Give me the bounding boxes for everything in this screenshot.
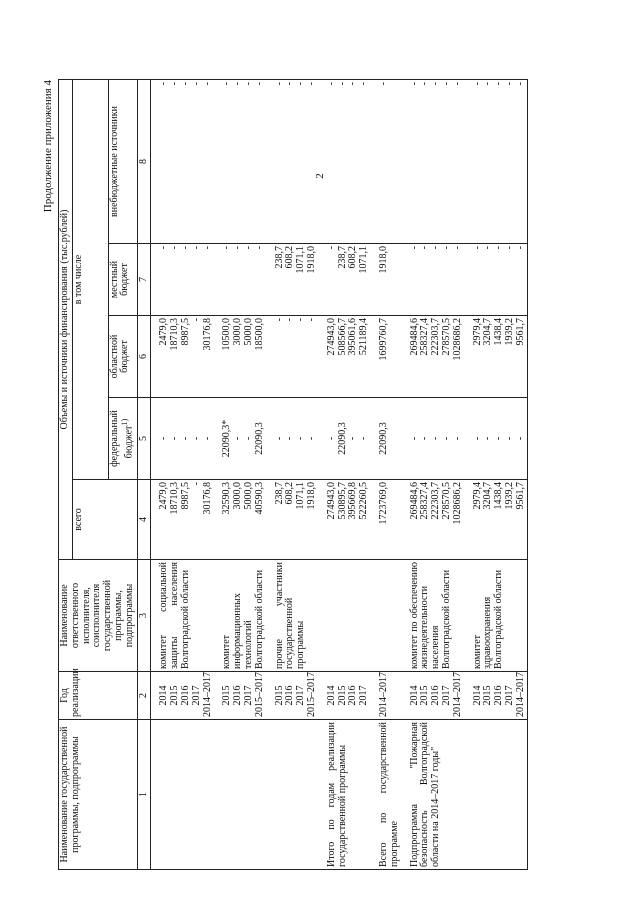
cell-regional [267, 316, 319, 398]
cell-name [267, 720, 319, 870]
cell-executor: комитет по обеспечению жизнедеятельности населения Волгоградской области [402, 560, 465, 672]
financing-table [58, 79, 528, 870]
total-value: 3204,7 [482, 482, 494, 510]
local-value: - [190, 246, 202, 250]
offbudget-value: - [325, 82, 337, 86]
years-value: 2017 [503, 685, 515, 706]
column-index-cell: 1 [137, 720, 151, 870]
regional-value: 10500,0 [221, 318, 233, 351]
local-value: - [503, 246, 515, 250]
federal-value: - [295, 436, 307, 441]
column-index-cell: 5 [137, 398, 151, 480]
regional-value: 3204,7 [482, 318, 494, 346]
local-value: - [253, 246, 265, 250]
table-row [267, 80, 319, 870]
regional-value: 508566,7 [336, 318, 348, 356]
offbudget-value: - [358, 82, 370, 86]
offbudget-value: - [242, 82, 254, 86]
federal-value: - [347, 436, 359, 441]
cell-executor: комитет социальной защиты населения Волгоградской области [151, 560, 214, 672]
cell-regional [402, 316, 465, 398]
total-value: 40590,3 [253, 482, 265, 515]
offbudget-value: - [408, 82, 420, 86]
federal-value: - [514, 436, 526, 441]
regional-value: - [284, 318, 296, 322]
offbudget-value: - [253, 82, 265, 86]
regional-value: 274943,0 [325, 318, 337, 356]
cell-years [267, 672, 319, 720]
local-value: 1918,0 [305, 246, 317, 274]
federal-value: - [305, 436, 317, 441]
years-value: 2015–2017 [253, 672, 265, 717]
regional-value: 1438,4 [493, 318, 505, 346]
federal-value: - [419, 436, 431, 441]
years-value: 2014–2017 [514, 672, 526, 717]
cell-federal [214, 398, 266, 480]
table-row [151, 80, 214, 870]
cell-offbudget [371, 80, 402, 244]
years-value: 2015 [169, 685, 181, 706]
federal-value: 22090,3 [336, 422, 348, 455]
total-value: 278570,5 [440, 482, 452, 520]
cell-total [151, 480, 214, 560]
local-value: - [169, 246, 181, 250]
cell-regional [214, 316, 266, 398]
cell-local [151, 244, 214, 316]
cell-federal [267, 398, 319, 480]
federal-value: 22090,3 [377, 422, 389, 455]
cell-years [465, 672, 528, 720]
federal-value: - [325, 436, 337, 441]
local-value: 1918,0 [377, 246, 389, 274]
cell-local [371, 244, 402, 316]
header-federal [108, 398, 137, 480]
local-value: - [325, 246, 337, 250]
regional-value: 269484,6 [408, 318, 420, 356]
offbudget-value: - [471, 82, 483, 86]
total-value: 530895,7 [336, 482, 348, 520]
cell-executor: прочие участники государственной программы [267, 560, 319, 672]
cell-local [267, 244, 319, 316]
total-value: 1071,1 [295, 482, 307, 510]
years-value: 2014–2017 [451, 672, 463, 717]
regional-value: 2979,4 [471, 318, 483, 346]
offbudget-value: - [221, 82, 233, 86]
header-offbudget: внебюджетные источники [108, 80, 137, 244]
header-federal-mark: 1) [120, 418, 130, 426]
cell-federal [319, 398, 371, 480]
cell-local [319, 244, 371, 316]
page-number: 2 [314, 173, 326, 179]
table-row [319, 80, 371, 870]
total-value: 5000,0 [242, 482, 254, 510]
offbudget-value: - [514, 82, 526, 86]
offbudget-value: - [377, 82, 389, 86]
column-index-cell: 7 [137, 244, 151, 316]
column-index-cell: 6 [137, 316, 151, 398]
header-volumes: Объемы и источники финансирования (тыс.рублей) [59, 80, 73, 560]
years-value: 2014 [158, 685, 170, 706]
header-total: всего [72, 480, 137, 560]
years-value: 2015 [273, 685, 285, 706]
years-value: 2014–2017 [377, 672, 389, 717]
years-value: 2014 [408, 685, 420, 706]
years-value: 2016 [179, 685, 191, 706]
total-value: - [190, 482, 202, 486]
local-value: - [419, 246, 431, 250]
offbudget-value: - [336, 82, 348, 86]
cell-total [465, 480, 528, 560]
offbudget-value: - [440, 82, 452, 86]
cell-years [371, 672, 402, 720]
years-value: 2015 [221, 685, 233, 706]
local-value: 238,7 [336, 246, 348, 269]
header-regional: областной бюджет [108, 316, 137, 398]
regional-value: 3000,0 [232, 318, 244, 346]
years-value: 2016 [347, 685, 359, 706]
column-index-row [137, 80, 151, 870]
regional-value: 8987,5 [179, 318, 191, 346]
table-row [402, 80, 465, 870]
cell-local [402, 244, 465, 316]
regional-value: 222303,7 [430, 318, 442, 356]
regional-value: - [305, 318, 317, 322]
cell-offbudget [214, 80, 266, 244]
offbudget-value: - [273, 82, 285, 86]
local-value: - [201, 246, 213, 250]
total-value: 8987,5 [179, 482, 191, 510]
local-value: 1071,1 [358, 246, 370, 274]
federal-value: 22090,3* [221, 419, 233, 458]
years-value: 2017 [440, 685, 452, 706]
years-value: 2016 [493, 685, 505, 706]
offbudget-value: - [201, 82, 213, 86]
federal-value: - [482, 436, 494, 441]
offbudget-value: - [295, 82, 307, 86]
years-value: 2016 [430, 685, 442, 706]
federal-value: - [471, 436, 483, 441]
local-value: - [482, 246, 494, 250]
federal-value: - [179, 436, 191, 441]
regional-value: - [273, 318, 285, 322]
column-index-cell: 2 [137, 672, 151, 720]
offbudget-value: - [347, 82, 359, 86]
local-value: - [242, 246, 254, 250]
local-value: 238,7 [273, 246, 285, 269]
regional-value: 30176,8 [201, 318, 213, 351]
local-value: - [408, 246, 420, 250]
offbudget-value: - [169, 82, 181, 86]
total-value: 3000,0 [232, 482, 244, 510]
cell-local [214, 244, 266, 316]
local-value: 608,2 [347, 246, 359, 269]
years-value: 2014 [471, 685, 483, 706]
years-value: 2017 [295, 685, 307, 706]
offbudget-value: - [419, 82, 431, 86]
header-incl: в том числе [72, 80, 108, 480]
cell-regional [151, 316, 214, 398]
years-value: 2015–2017 [305, 672, 317, 717]
cell-years [319, 672, 371, 720]
federal-value: - [158, 436, 170, 441]
total-value: 2479,0 [158, 482, 170, 510]
federal-value: - [358, 436, 370, 441]
cell-name: Итого по годам реализации государственной программы [319, 720, 371, 870]
federal-value: - [430, 436, 442, 441]
federal-value: - [242, 436, 254, 441]
local-value: - [440, 246, 452, 250]
table-row [465, 80, 528, 870]
cell-federal [371, 398, 402, 480]
header-local: местный бюджет [108, 244, 137, 316]
cell-name [465, 720, 528, 870]
federal-value: - [232, 436, 244, 441]
regional-value: - [190, 318, 202, 322]
column-index-cell: 8 [137, 80, 151, 244]
cell-name: Подпрограмма "Пожарная безопасность Волгоградской области на 2014–2017 годы" [402, 720, 465, 870]
cell-federal [465, 398, 528, 480]
total-value: 258327,4 [419, 482, 431, 520]
offbudget-value: - [493, 82, 505, 86]
cell-offbudget [319, 80, 371, 244]
offbudget-value: - [179, 82, 191, 86]
federal-value: - [408, 436, 420, 441]
header-executor: Наименование ответственного исполнителя, соисполнителя государственной программы, подпрограммы [59, 560, 138, 672]
federal-value: 22090,3 [253, 422, 265, 455]
total-value: 9561,7 [514, 482, 526, 510]
regional-value: 278570,5 [440, 318, 452, 356]
local-value: - [430, 246, 442, 250]
federal-value: - [273, 436, 285, 441]
cell-federal [151, 398, 214, 480]
cell-name [214, 720, 266, 870]
federal-value: - [451, 436, 463, 441]
cell-offbudget [402, 80, 465, 244]
cell-total [402, 480, 465, 560]
local-value: - [158, 246, 170, 250]
appendix-note: Продолжение приложения 4 [42, 80, 54, 213]
total-value: 395669,8 [347, 482, 359, 520]
cell-offbudget [465, 80, 528, 244]
offbudget-value: - [503, 82, 515, 86]
local-value: - [493, 246, 505, 250]
offbudget-value: - [158, 82, 170, 86]
local-value: - [451, 246, 463, 250]
years-value: 2016 [284, 685, 296, 706]
cell-regional [371, 316, 402, 398]
years-value: 2016 [232, 685, 244, 706]
regional-value: 521189,4 [358, 318, 370, 356]
years-value: 2015 [336, 685, 348, 706]
total-value: 1939,2 [503, 482, 515, 510]
total-value: 522260,5 [358, 482, 370, 520]
years-value: 2017 [190, 685, 202, 706]
cell-years [402, 672, 465, 720]
cell-offbudget [267, 80, 319, 244]
column-index-cell: 3 [137, 560, 151, 672]
cell-total [214, 480, 266, 560]
federal-value: - [284, 436, 296, 441]
federal-value: - [169, 436, 181, 441]
local-value: 1071,1 [295, 246, 307, 274]
cell-years [151, 672, 214, 720]
cell-executor: комитет информационных технологий Волгоградской области [214, 560, 266, 672]
local-value: - [179, 246, 191, 250]
local-value: 608,2 [284, 246, 296, 269]
total-value: 18710,3 [169, 482, 181, 515]
offbudget-value: - [284, 82, 296, 86]
cell-executor [371, 560, 402, 672]
offbudget-value: - [232, 82, 244, 86]
rotated-page [42, 80, 602, 870]
cell-regional [319, 316, 371, 398]
header-name: Наименование государственной программы, подпрограммы [59, 720, 138, 870]
total-value: 32590,3 [221, 482, 233, 515]
total-value: 1918,0 [305, 482, 317, 510]
federal-value: - [190, 436, 202, 441]
local-value: - [221, 246, 233, 250]
regional-value: 9561,7 [514, 318, 526, 346]
cell-name: Всего по государственной программе [371, 720, 402, 870]
total-value: 274943,0 [325, 482, 337, 520]
table-row [371, 80, 402, 870]
table-body [137, 80, 528, 870]
regional-value: 258327,4 [419, 318, 431, 356]
column-index-cell: 4 [137, 480, 151, 560]
total-value: 30176,8 [201, 482, 213, 515]
years-value: 2014–2017 [201, 672, 213, 717]
federal-value: - [201, 436, 213, 441]
cell-total [319, 480, 371, 560]
regional-value: 18710,3 [169, 318, 181, 351]
cell-local [465, 244, 528, 316]
total-value: 269484,6 [408, 482, 420, 520]
cell-total [371, 480, 402, 560]
years-value: 2014 [325, 685, 337, 706]
years-value: 2015 [482, 685, 494, 706]
header-federal-text: федеральный бюджет [108, 410, 135, 467]
cell-regional [465, 316, 528, 398]
cell-offbudget [151, 80, 214, 244]
offbudget-value: - [451, 82, 463, 86]
cell-executor: комитет здравоохранения Волгоградской области [465, 560, 528, 672]
years-value: 2017 [358, 685, 370, 706]
federal-value: - [493, 436, 505, 441]
cell-name [151, 720, 214, 870]
years-value: 2015 [419, 685, 431, 706]
regional-value: 5000,0 [242, 318, 254, 346]
regional-value: - [295, 318, 307, 322]
total-value: 2979,4 [471, 482, 483, 510]
total-value: 238,7 [273, 482, 285, 505]
offbudget-value: - [190, 82, 202, 86]
regional-value: 2479,0 [158, 318, 170, 346]
total-value: 1723769,0 [377, 482, 389, 525]
total-value: 1438,4 [493, 482, 505, 510]
local-value: - [514, 246, 526, 250]
total-value: 1028686,2 [451, 482, 463, 525]
years-value: 2017 [242, 685, 254, 706]
table-row [214, 80, 266, 870]
cell-executor [319, 560, 371, 672]
cell-years [214, 672, 266, 720]
cell-total [267, 480, 319, 560]
total-value: 222303,7 [430, 482, 442, 520]
regional-value: 18500,0 [253, 318, 265, 351]
regional-value: 395061,6 [347, 318, 359, 356]
federal-value: - [503, 436, 515, 441]
regional-value: 1939,2 [503, 318, 515, 346]
header-year: Год реализации [59, 672, 138, 720]
offbudget-value: - [305, 82, 317, 86]
cell-federal [402, 398, 465, 480]
offbudget-value: - [430, 82, 442, 86]
regional-value: 1699760,7 [377, 318, 389, 361]
total-value: 608,2 [284, 482, 296, 505]
local-value: - [471, 246, 483, 250]
regional-value: 1028686,2 [451, 318, 463, 361]
local-value: - [232, 246, 244, 250]
offbudget-value: - [482, 82, 494, 86]
federal-value: - [440, 436, 452, 441]
